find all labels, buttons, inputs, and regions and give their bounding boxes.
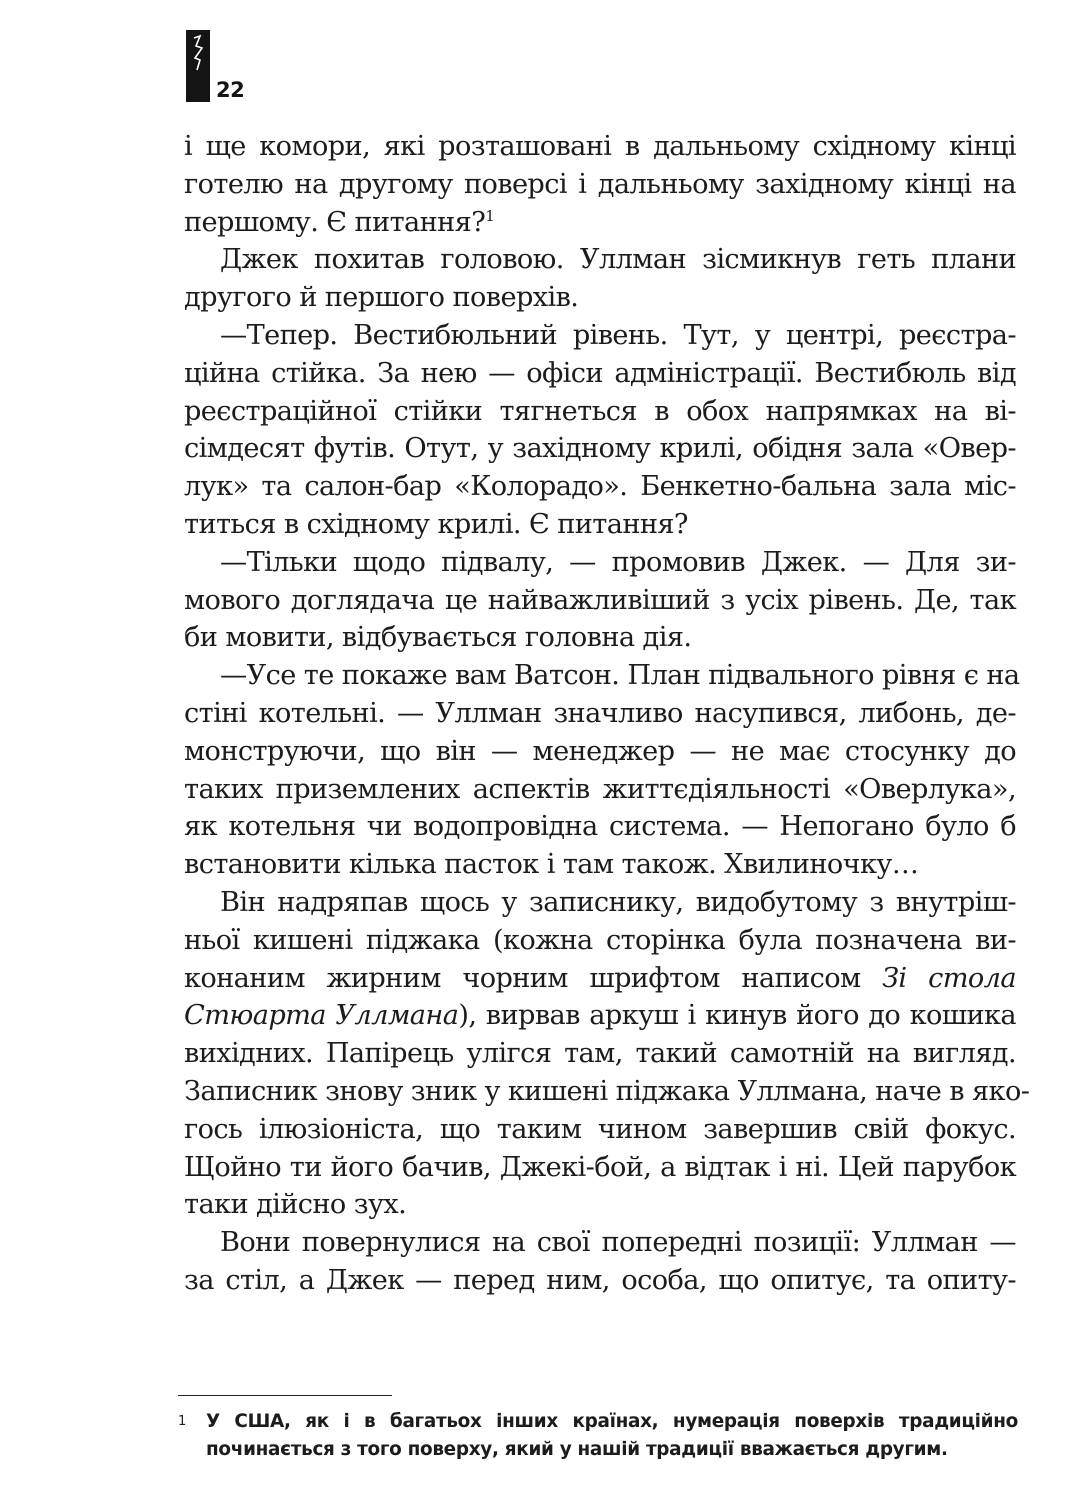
text-line: таки дійсно зух. (184, 1189, 407, 1221)
paragraph-2 (184, 241, 1016, 317)
footnote-mark: 1 (178, 1414, 186, 1429)
text-line: Джек похитав головою. Уллман зісмикнув геть плани (220, 244, 1016, 276)
text-line: встановити кілька пасток і там також. Хвилиночку… (184, 849, 919, 881)
paragraph-1 (184, 128, 1016, 241)
text-line: готелю на другому поверсі і дальньому західному кінці на (184, 168, 1016, 200)
text-line: сімдесят футів. Отут, у західному крилі, обідня зала «Овер- (184, 433, 1016, 465)
footnote (178, 1408, 1018, 1464)
text-line: таких приземлених аспектів життєдіяльності «Оверлука», (184, 773, 1016, 805)
page-marker-glyph-icon (186, 30, 210, 102)
text-line: гось ілюзіоніста, що таким чином завершив свій фокус. (184, 1113, 1016, 1145)
text-line: другого й першого поверхів. (184, 282, 579, 314)
page-number: 22 (216, 78, 245, 102)
text-line: за стіл, а Джек — перед ним, особа, що опитує, та опиту- (184, 1264, 1016, 1296)
text-segment: першому. Є питання? (184, 206, 486, 238)
text-line: Вони повернулися на свої попередні позиції: Уллман — (220, 1227, 1016, 1259)
text-line (184, 204, 1016, 242)
paragraph-6 (184, 884, 1030, 1224)
text-line: Записник знову зник у кишені піджака Уллмана, наче в яко- (184, 1075, 1030, 1107)
text-line: титься в східному крилі. Є питання? (184, 508, 688, 540)
text-line: Щойно ти його бачив, Джекі-бой, а відтак і ні. Цей парубок (184, 1151, 1016, 1183)
text-line: ційна стійка. За нею — офіси адміністрації. Вестибюль від (184, 357, 1016, 389)
text-line: —Тільки щодо підвалу, — промовив Джек. — Для зи- (220, 546, 1016, 578)
italic-text: Стюарта Уллмана (184, 1000, 459, 1032)
footnote-line: У США, як і в багатьох інших країнах, нумерація поверхів традиційно (206, 1411, 1018, 1432)
text-line: і ще комори, які розташовані в дальньому східному кінці (184, 131, 1016, 162)
text-line: вихідних. Папірець улігся там, такий самотній на вигляд. (184, 1038, 1016, 1070)
body-text (184, 128, 1030, 1300)
text-segment: ), вирвав аркуш і кинув його до кошика (458, 1000, 1017, 1032)
italic-text: Зі стола (882, 962, 1016, 994)
paragraph-7 (184, 1224, 1016, 1300)
text-line: Він надряпав щось у записнику, видобутому з внутріш- (220, 886, 1016, 918)
text-segment: конаним жирним чорним шрифтом написом (184, 962, 861, 994)
text-line: лук» та салон-бар «Колорадо». Бенкетно-бальна зала міс- (184, 471, 1016, 503)
text-line: —Тепер. Вестибюльний рівень. Тут, у центрі, реєстра- (220, 319, 1016, 351)
text-line: —Усе те покаже вам Ватсон. План підвального рівня є на (220, 660, 1020, 692)
text-line: ньої кишені піджака (кожна сторінка була позначена ви- (184, 924, 1016, 956)
footnote-reference[interactable]: 1 (485, 206, 495, 225)
paragraph-4 (184, 544, 1016, 657)
text-line (184, 997, 1016, 1035)
paragraph-3 (184, 317, 1016, 544)
text-line: монструючи, що він — менеджер — не має стосунку до (184, 735, 1016, 767)
text-line: би мовити, відбувається головна дія. (184, 622, 692, 654)
text-line: як котельня чи водопровідна система. — Непогано було б (184, 811, 1016, 843)
page-corner-marker (186, 30, 210, 102)
footnote-line: починається з того поверху, який у нашій традиції вважається другим. (206, 1439, 948, 1460)
footnote-text (206, 1408, 1018, 1464)
footnote-divider (178, 1395, 392, 1396)
text-line: стіні котельні. — Уллман значливо насупився, либонь, де- (184, 697, 1016, 729)
paragraph-5 (184, 657, 1020, 884)
text-line (184, 960, 1016, 998)
text-line: реєстраційної стійки тягнеться в обох напрямках на ві- (184, 395, 1016, 427)
text-line: мового доглядача це найважливіший з усіх рівень. Де, так (184, 584, 1016, 616)
